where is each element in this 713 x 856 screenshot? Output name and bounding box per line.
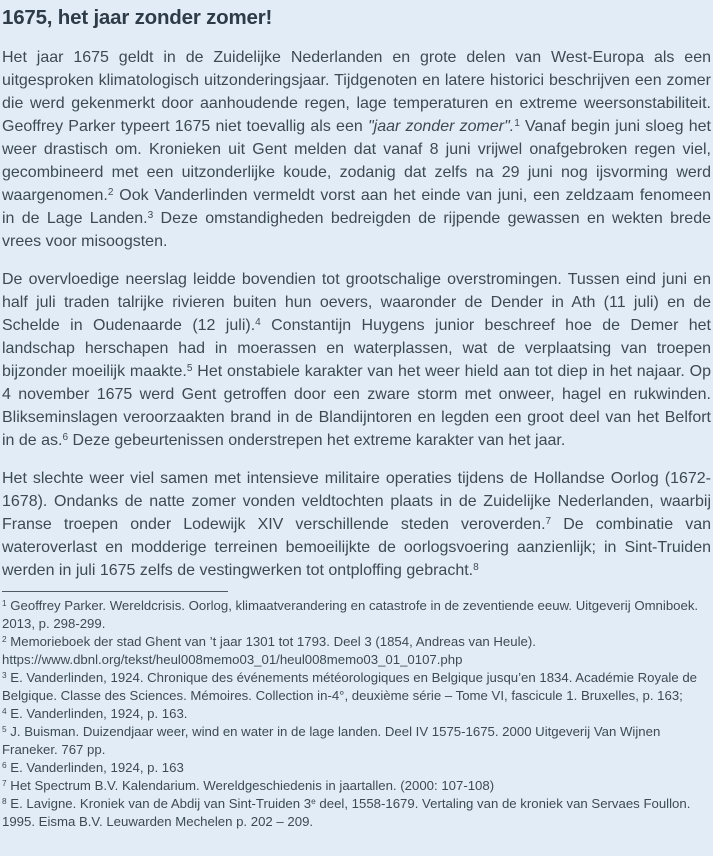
text-run: Het jaar 1675 geldt in de Zuidelijke Nederlanden en grote delen van West-Europa als een uitgesproken klimatologisch uitzonderingsjaar. Tijdgenoten en latere historici beschrijven een zomer die werd gekenmerkt door aanhoudende regen, lage temperaturen en extreme weersonstabiliteit. Geoffrey Parker typeert 1675 niet toevallig als een xyxy=(2,49,711,135)
text-run: Constantijn Huygens junior beschreef hoe de Demer het landschap herschapen had in moerassen en waterplassen, wat de verplaatsing van troepen bijzonder moeilijk maakte. xyxy=(2,317,711,380)
footnote-marker: 1 xyxy=(2,598,7,609)
footnote-reference: 5 xyxy=(186,363,193,375)
footnote xyxy=(2,777,711,795)
text-run: Deze gebeurtenissen onderstrepen het extreme karakter van het jaar. xyxy=(68,432,566,449)
footnote-marker: 4 xyxy=(2,706,7,717)
footnote-reference: 2 xyxy=(107,187,114,199)
footnote-reference: 3 xyxy=(147,210,154,222)
article-body xyxy=(2,46,711,582)
footnotes-section xyxy=(2,597,711,831)
footnote-separator xyxy=(2,591,228,592)
text-run: Geoffrey Parker. Wereldcrisis. Oorlog, klimaatverandering en catastrofe in de zeventiende eeuw. Uitgeverij Omniboek. 2013, p. 298-299. xyxy=(2,598,699,631)
text-run: E. Vanderlinden, 1924, p. 163. xyxy=(6,706,188,721)
footnote xyxy=(2,633,711,669)
text-run: Het slechte weer viel samen met intensieve militaire operaties tijdens de Hollandse Oorlog (1672-1678). Ondanks de natte zomer vonden veldtochten plaats in de Zuidelijke Nederlanden, waarbij Franse troepen onder Lodewijk XIV verschillende steden veroverden. xyxy=(2,470,711,533)
text-run: Het onstabiele karakter van het weer hield aan tot diep in het najaar. Op 4 november 1675 werd Gent getroffen door een zware storm met onweer, hagel en rukwinden. Blikseminslagen veroorzaakten brand in de Blandijntoren en legden een groot deel van het Belfort in de as. xyxy=(2,363,711,449)
paragraph xyxy=(2,268,711,452)
paragraph xyxy=(2,46,711,253)
emphasized-text: "jaar zonder zomer". xyxy=(367,118,515,135)
footnote xyxy=(2,759,711,777)
footnote xyxy=(2,597,711,633)
footnote xyxy=(2,669,711,705)
footnote-reference: 4 xyxy=(255,317,261,329)
page-title: 1675, het jaar zonder zomer! xyxy=(2,6,273,29)
footnote-marker: 7 xyxy=(2,778,7,789)
footnote-reference: 1 xyxy=(514,118,520,130)
footnote-marker: 5 xyxy=(2,724,7,735)
text-run: E. Vanderlinden, 1924. Chronique des événements météorologiques en Belgique jusqu’en 1834. Académie Royale de Belgique. Classe des Sciences. Mémoires. Collection in-4°, deuxième série – Tome VI, fascicule 1. Bruxelles, p. 163; xyxy=(2,670,697,703)
footnote-marker: 8 xyxy=(2,796,7,807)
text-run: De combinatie van wateroverlast en modderige terreinen bemoeilijkte de oorlogsvoering aanzienlijk; in Sint-Truiden werden in juli 1675 zelfs de vestingwerken tot ontploffing gebracht. xyxy=(2,516,711,579)
text-run: Het Spectrum B.V. Kalendarium. Wereldgeschiedenis in jaartallen. (2000: 107-108) xyxy=(6,778,495,793)
footnote-reference: 8 xyxy=(473,562,479,574)
paragraph xyxy=(2,467,711,582)
footnote xyxy=(2,705,711,723)
footnote-marker: e xyxy=(311,796,316,807)
text-run: De overvloedige neerslag leidde bovendien tot grootschalige overstromingen. Tussen eind juni en half juli traden talrijke rivieren buiten hun oevers, waaronder de Dender in Ath (11 juli) en de Schelde in Oudenaarde (12 juli). xyxy=(2,271,711,334)
footnote-marker: 3 xyxy=(2,670,7,681)
text-run: Deze omstandigheden bedreigden de rijpende gewassen en wekten brede vrees voor misoogsten. xyxy=(2,210,711,250)
footnote-marker: 6 xyxy=(2,760,7,771)
text-run: E. Lavigne. Kroniek van de Abdij van Sint-Truiden 3 xyxy=(6,796,312,811)
text-run: deel, 1558-1679. Vertaling van de kroniek van Servaes Foullon. 1995. Eisma B.V. Leuwarden Mechelen p. 202 – 209. xyxy=(2,796,691,829)
text-run: J. Buisman. Duizendjaar weer, wind en water in de lage landen. Deel IV 1575-1675. 2000 Uitgeverij Van Wijnen Franeker. 767 pp. xyxy=(2,724,661,757)
footnote-reference: 7 xyxy=(545,516,552,528)
footnote-reference: 6 xyxy=(62,432,69,444)
footnote-marker: 2 xyxy=(2,634,7,645)
text-run: Vanaf begin juni sloeg het weer drastisch om. Kronieken uit Gent melden dat vanaf 8 juni vrijwel onafgebroken regen viel, gecombineerd met een uitzonderlijke koude, zodanig dat zelfs na 29 juni nog ijsvorming werd waargenomen. xyxy=(2,118,711,204)
footnote xyxy=(2,723,711,759)
text-run: E. Vanderlinden, 1924, p. 163 xyxy=(6,760,184,775)
text-run: Ook Vanderlinden vermeldt vorst aan het einde van juni, een zeldzaam fenomeen in de Lage Landen. xyxy=(2,187,711,227)
footnote xyxy=(2,795,711,831)
text-run: Memorieboek der stad Ghent van ’t jaar 1301 tot 1793. Deel 3 (1854, Andreas van Heule). https://www.dbnl.org/tekst/heul008memo03_01/heul008memo03_01_0107.php xyxy=(2,634,536,667)
